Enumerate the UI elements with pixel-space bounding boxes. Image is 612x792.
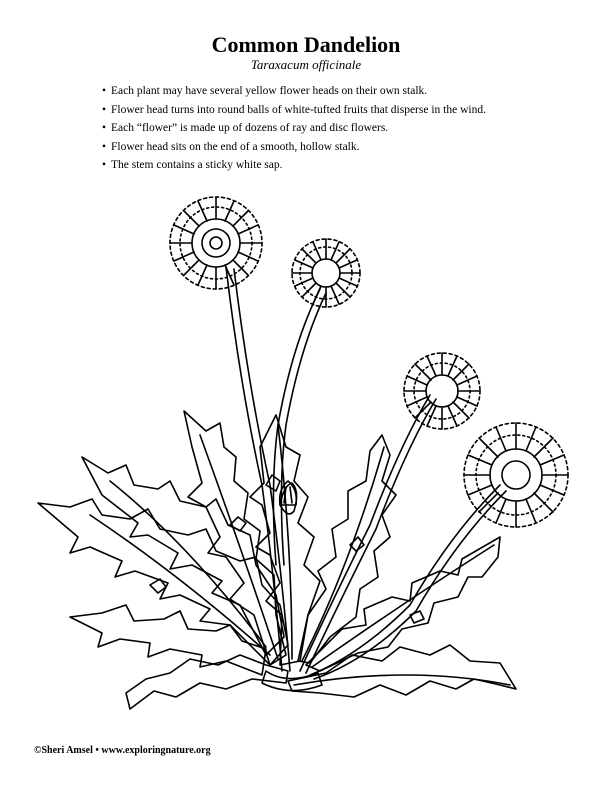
fact-item	[102, 138, 582, 157]
fact-item	[102, 101, 582, 120]
fact-text: The stem contains a sticky white sap.	[111, 159, 283, 171]
stem	[314, 491, 506, 679]
leaf-spot	[410, 611, 424, 623]
page-title: Common Dandelion	[211, 32, 401, 57]
leaves	[38, 411, 516, 709]
fact-list	[102, 82, 582, 175]
copyright-footer: ©Sheri Amsel • www.exploringnature.org	[34, 745, 211, 756]
fact-item	[102, 82, 582, 101]
flower-head	[404, 353, 480, 429]
bullet: •	[102, 159, 107, 171]
fact-text: Each plant may have several yellow flower heads on their own stalk.	[111, 85, 428, 97]
leaf	[288, 645, 516, 697]
fact-item	[102, 156, 582, 175]
fact-text: Flower head turns into round balls of white-tufted fruits that disperse in the wind.	[111, 103, 486, 116]
leaf-spot	[350, 537, 364, 551]
leaf-vein	[294, 675, 510, 685]
stem	[281, 293, 326, 565]
stem	[306, 399, 436, 673]
dandelion-illustration	[30, 185, 590, 745]
fact-item	[102, 119, 582, 138]
flower-head	[170, 197, 262, 289]
flower-head	[464, 423, 568, 527]
fact-text: Each “flower” is made up of dozens of ray and disc flowers.	[111, 122, 389, 134]
bullet: •	[102, 103, 107, 116]
flower-heads	[170, 197, 568, 527]
leaf-vein	[312, 545, 494, 667]
bullet: •	[102, 140, 107, 153]
bullet: •	[102, 85, 107, 97]
leaf-vein	[110, 481, 266, 647]
scientific-name: Taraxacum officinale	[250, 57, 362, 72]
bullet: •	[102, 122, 107, 134]
fact-text: Flower head sits on the end of a smooth, hollow stalk.	[111, 140, 360, 153]
leaf	[184, 411, 286, 665]
flower-head	[292, 239, 360, 307]
leaf	[70, 605, 266, 675]
